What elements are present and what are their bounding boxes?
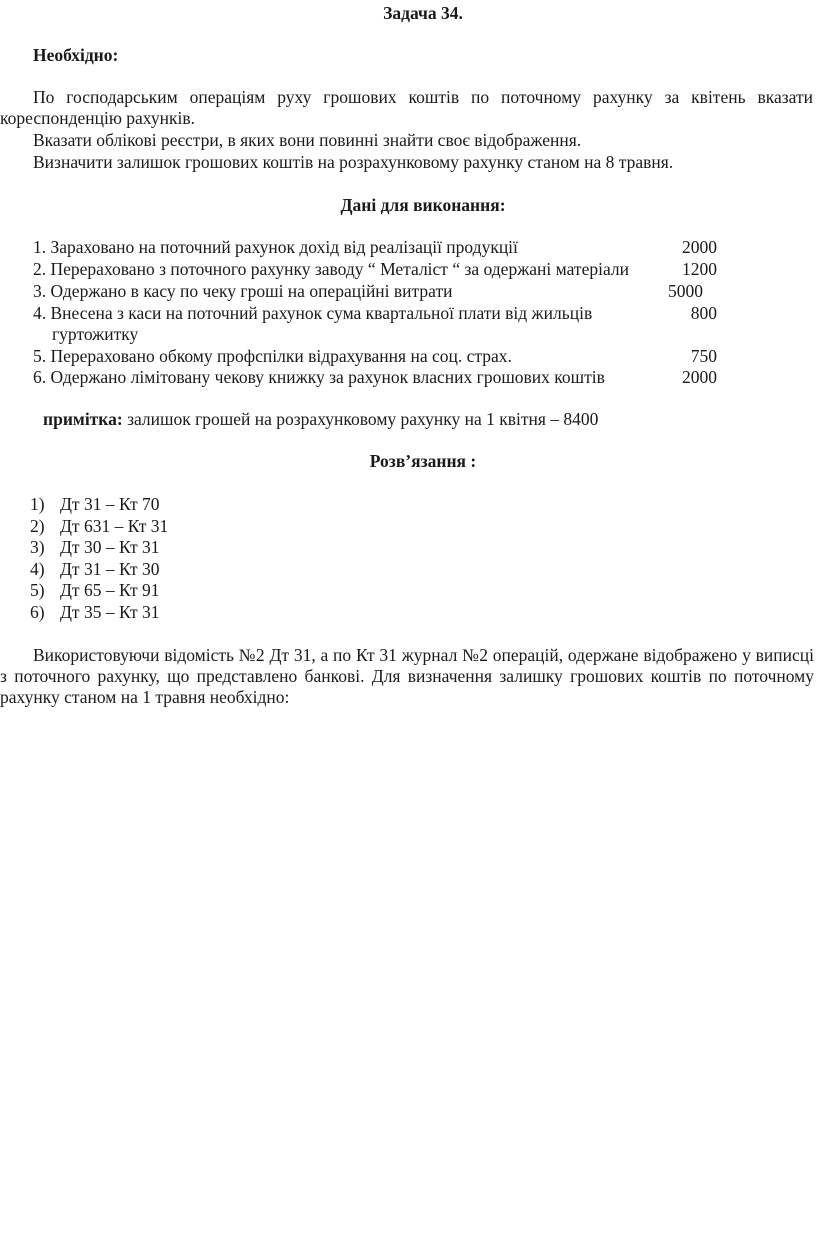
operation-row bbox=[33, 367, 605, 388]
entry-item bbox=[30, 559, 160, 580]
entry-item bbox=[30, 516, 168, 537]
entry-number: 6) bbox=[30, 602, 45, 622]
note-label: примітка: bbox=[43, 409, 123, 429]
needed-label: Необхідно: bbox=[33, 45, 119, 65]
entry-number: 5) bbox=[30, 580, 45, 600]
data-heading: Дані для виконання: bbox=[340, 195, 506, 215]
entry-item bbox=[30, 602, 160, 623]
entry-item bbox=[30, 537, 160, 558]
operation-amount: 5000 bbox=[668, 281, 703, 301]
operation-row bbox=[33, 281, 452, 302]
entry-number: 2) bbox=[30, 516, 45, 536]
task-title: Задача 34. bbox=[383, 3, 463, 23]
operation-row bbox=[33, 259, 629, 280]
operation-row bbox=[33, 346, 512, 367]
task-line-1: По господарським операціям руху грошових коштів по поточному рахунку за квітень вказати bbox=[33, 87, 813, 107]
operation-text: 3. Одержано в касу по чеку гроші на операційні витрати bbox=[33, 281, 453, 301]
entry-text: Дт 31 – Кт 30 bbox=[60, 559, 160, 579]
solution-heading: Розв’язання : bbox=[369, 451, 477, 471]
final-paragraph: Використовуючи відомість №2 Дт 31, а по Кт 31 журнал №2 операцій, одержане відображено у виписці з поточного рахунку, що представлено банкові. Для визначення залишку грошових коштів по поточному рахунку станом на 1 травня необхідно: bbox=[0, 645, 814, 707]
task-line-4: Визначити залишок грошових коштів на розрахунковому рахунку станом на 8 травня. bbox=[33, 152, 674, 172]
entry-text: Дт 631 – Кт 31 bbox=[60, 516, 169, 536]
operation-text: 6. Одержано лімітовану чекову книжку за рахунок власних грошових коштів bbox=[33, 367, 605, 387]
entry-number: 3) bbox=[30, 537, 45, 557]
operation-row bbox=[33, 237, 518, 258]
entry-text: Дт 35 – Кт 31 bbox=[60, 602, 160, 622]
note bbox=[43, 409, 598, 430]
operation-amount: 1200 bbox=[682, 259, 717, 279]
entry-number: 4) bbox=[30, 559, 45, 579]
operation-text: 2. Перераховано з поточного рахунку заводу “ Металіст “ за одержані матеріали bbox=[33, 259, 629, 279]
entry-number: 1) bbox=[30, 494, 45, 514]
operation-text: 1. Зараховано на поточний рахунок дохід від реалізації продукції bbox=[33, 237, 518, 257]
entry-text: Дт 30 – Кт 31 bbox=[60, 537, 160, 557]
operation-amount: 2000 bbox=[682, 237, 717, 257]
operation-amount: 800 bbox=[690, 303, 717, 323]
task-line-2: кореспонденцію рахунків. bbox=[0, 108, 195, 128]
task-line-3: Вказати облікові реєстри, в яких вони повинні знайти своє відображення. bbox=[33, 130, 582, 150]
entry-item bbox=[30, 494, 160, 515]
operation-continuation: гуртожитку bbox=[52, 324, 139, 344]
operation-text: 4. Внесена з каси на поточний рахунок сума квартальної плати від жильців bbox=[33, 303, 593, 323]
operation-text: 5. Перераховано обкому профспілки відрахування на соц. страх. bbox=[33, 346, 512, 366]
operation-row bbox=[33, 303, 592, 324]
entry-text: Дт 65 – Кт 91 bbox=[60, 580, 160, 600]
entry-text: Дт 31 – Кт 70 bbox=[60, 494, 160, 514]
operation-amount: 750 bbox=[690, 346, 717, 366]
operation-amount: 2000 bbox=[682, 367, 717, 387]
note-text: залишок грошей на розрахунковому рахунку на 1 квітня – 8400 bbox=[122, 409, 599, 429]
entry-item bbox=[30, 580, 160, 601]
